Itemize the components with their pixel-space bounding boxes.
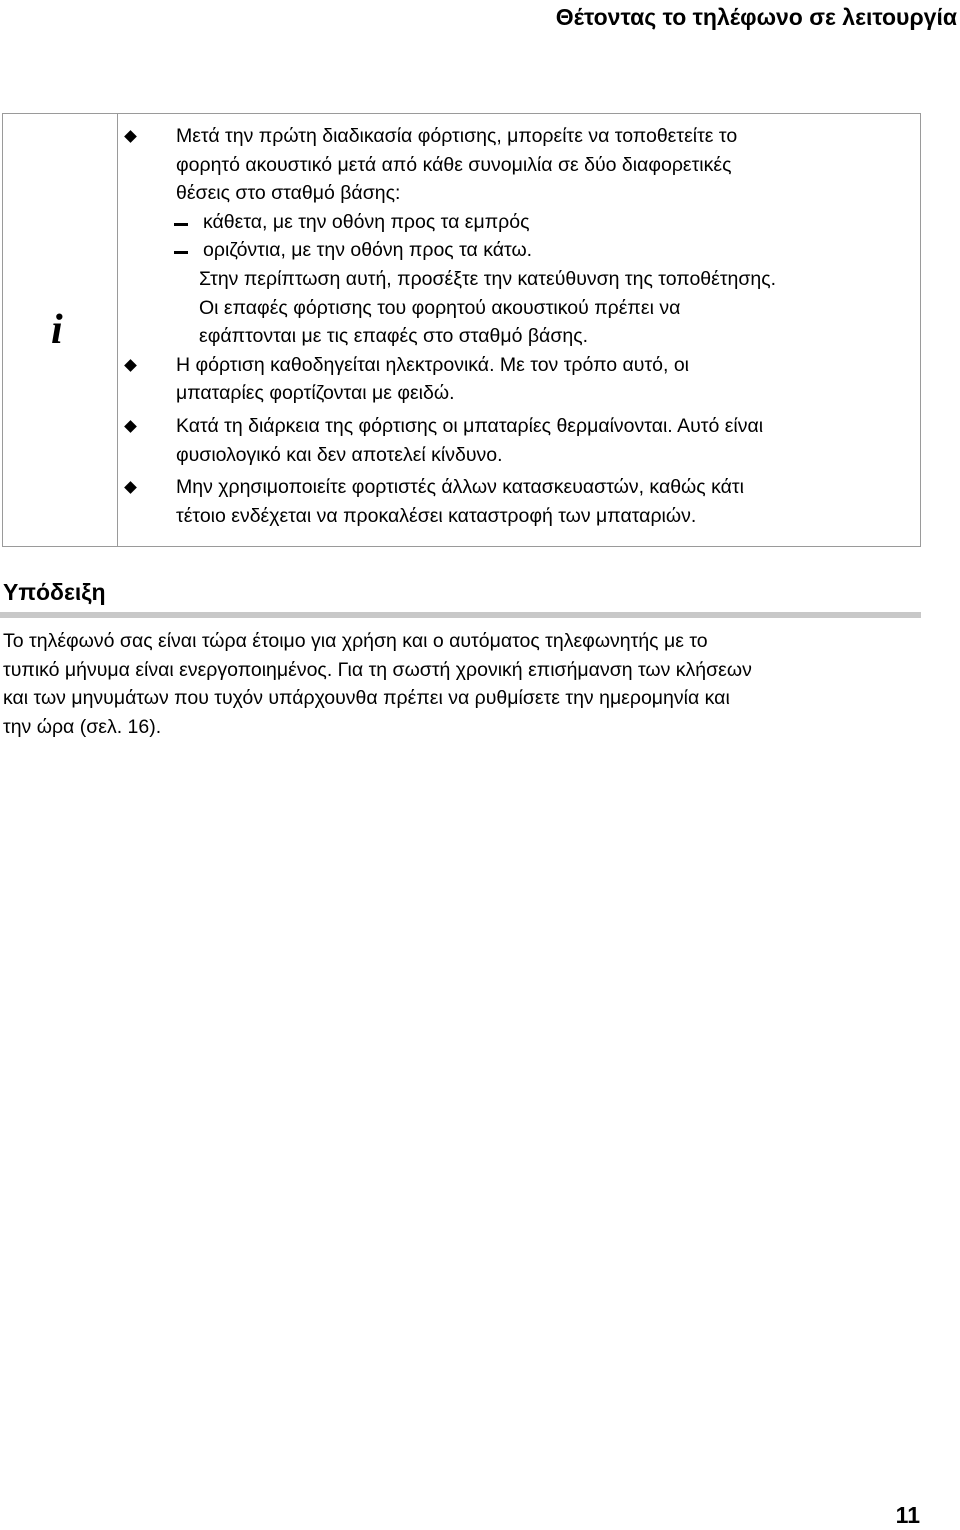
diamond-bullet-icon [124, 481, 137, 494]
diamond-bullet-icon [124, 420, 137, 433]
tip-heading: Υπόδειξη [3, 579, 106, 605]
bullet-item-line: φορητό ακουστικό μετά από κάθε συνομιλία σε δύο διαφορετικές [176, 153, 732, 176]
tip-body [3, 627, 923, 741]
dash-bullet-icon [174, 223, 188, 226]
diamond-bullet-icon [124, 359, 137, 372]
page-number: 11 [895, 1502, 920, 1528]
note-line: Οι επαφές φόρτισης του φορητού ακουστικού πρέπει να [199, 296, 681, 319]
note-line: εφάπτονται με τις επαφές στο σταθμό βάσης. [199, 325, 589, 348]
tip-line: την ώρα (σελ. 16). [3, 715, 162, 738]
sub-item: κάθετα, με την οθόνη προς τα εμπρός [124, 208, 914, 237]
bullet-item-line: Μην χρησιμοποιείτε φορτιστές άλλων κατασκευαστών, καθώς κάτι [124, 473, 914, 502]
bullet-item-line: θέσεις στο σταθμό βάσης: [176, 182, 401, 205]
sub-item: οριζόντια, με την οθόνη προς τα κάτω. [124, 236, 914, 265]
info-box [2, 113, 921, 547]
dash-bullet-icon [174, 251, 188, 254]
tip-line: και των μηνυμάτων που τυχόν υπάρχουνθα πρέπει να ρυθμίσετε την ημερομηνία και [3, 687, 730, 710]
bullet-item-line: Κατά τη διάρκεια της φόρτισης οι μπαταρίες θερμαίνονται. Αυτό είναι [124, 412, 914, 441]
info-icon: i [51, 307, 63, 353]
bullet-item-line: Μετά την πρώτη διαδικασία φόρτισης, μπορείτε να τοποθετείτε το [124, 122, 914, 151]
bullet-item-line: φυσιολογικό και δεν αποτελεί κίνδυνο. [176, 443, 503, 466]
bullet-item-line: τέτοιο ενδέχεται να προκαλέσει καταστροφή των μπαταριών. [176, 504, 697, 527]
bullet-item-line: Η φόρτιση καθοδηγείται ηλεκτρονικά. Με τον τρόπο αυτό, οι [124, 351, 914, 380]
bullet-item-line: μπαταρίες φορτίζονται με φειδώ. [176, 382, 455, 405]
page-header-title: Θέτοντας το τηλέφωνο σε λειτουργία [555, 4, 957, 30]
tip-line: τυπικό μήνυμα είναι ενεργοποιημένος. Για τη σωστή χρονική επισήμανση των κλήσεων [3, 658, 752, 681]
tip-line: Το τηλέφωνό σας είναι τώρα έτοιμο για χρήση και ο αυτόματος τηλεφωνητής με το [3, 630, 708, 652]
diamond-bullet-icon [124, 130, 137, 143]
info-icon-column [3, 114, 118, 546]
info-content [124, 122, 914, 530]
section-divider [0, 612, 921, 618]
note-line: Στην περίπτωση αυτή, προσέξτε την κατεύθυνση της τοποθέτησης. [199, 267, 777, 290]
